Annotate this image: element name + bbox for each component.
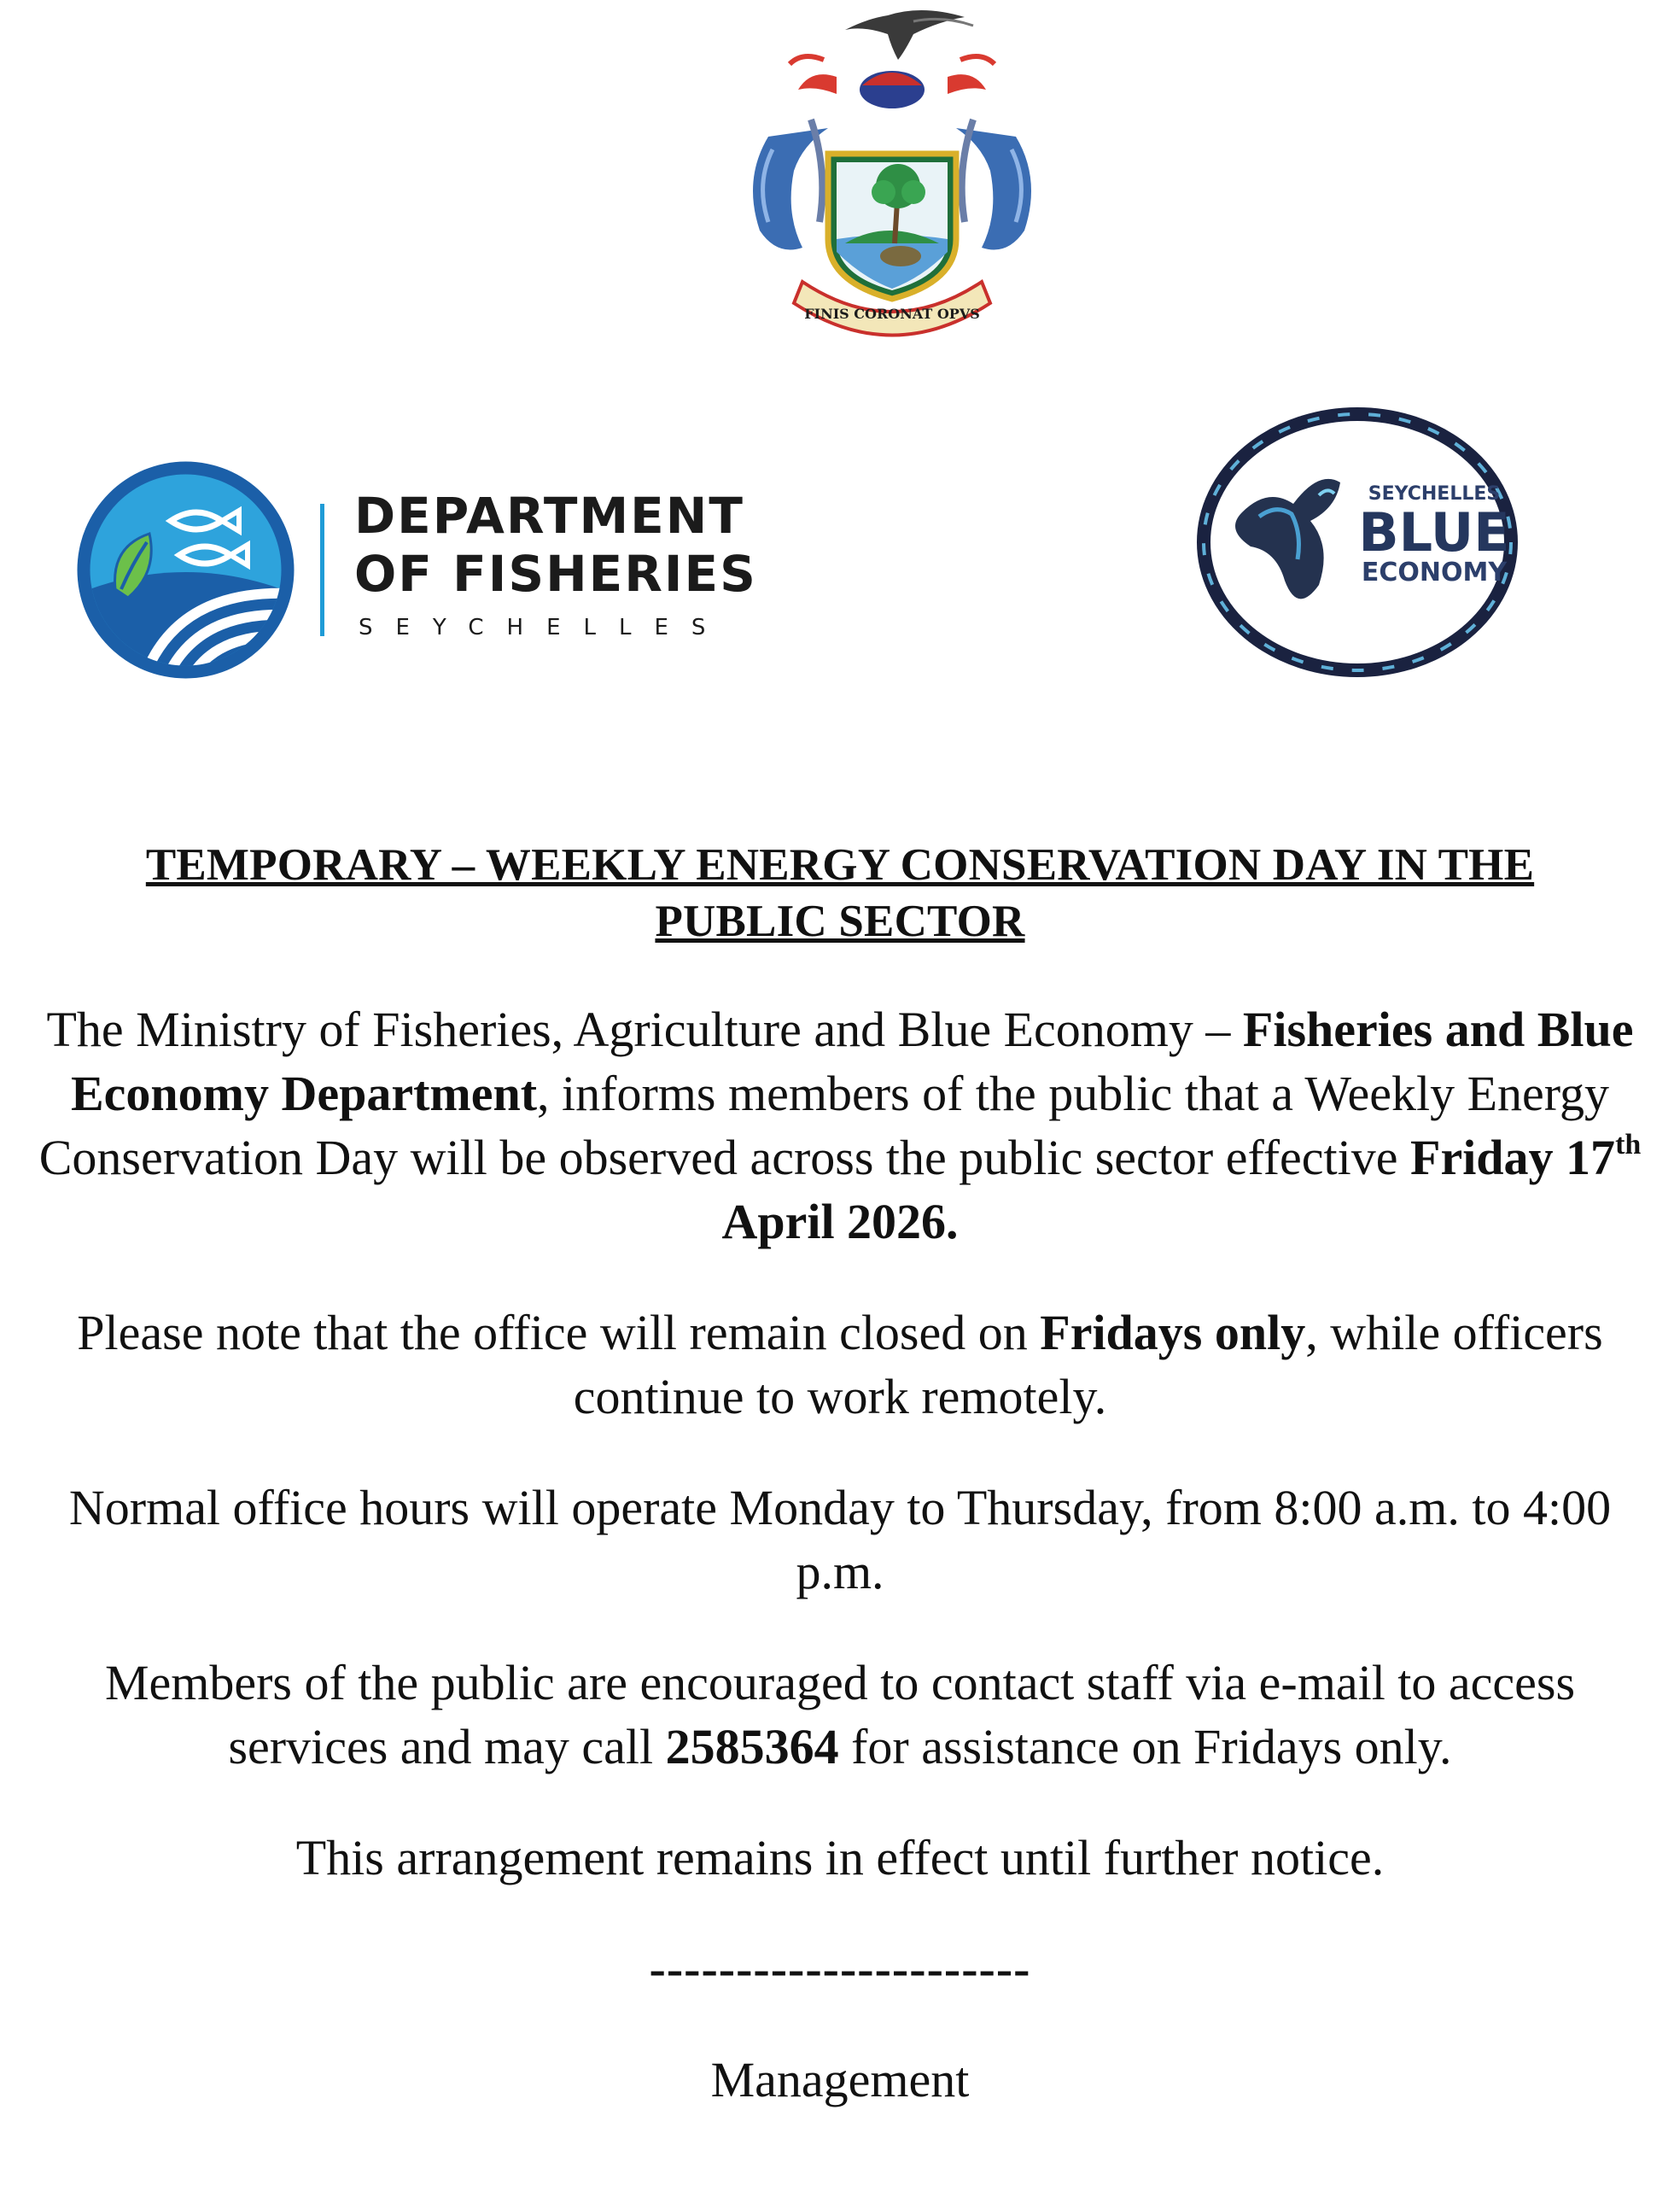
seychelles-blue-economy-logo <box>1191 401 1524 683</box>
department-name: Fisheries and Blue Economy Department <box>70 1002 1634 1121</box>
blue-economy-logo-text-blue: BLUE <box>1358 501 1510 564</box>
paragraph-text: Please note that the office will remain closed on <box>77 1305 1041 1360</box>
logo-text-of-fisheries: OF FISHERIES <box>354 545 757 603</box>
fish-wave-emblem-icon <box>77 461 295 679</box>
notice-paragraph-duration <box>34 1826 1646 1890</box>
paragraph-text: The Ministry of Fisheries, Agriculture and Blue Economy – <box>46 1002 1243 1057</box>
effective-date: Friday 17th April 2026. <box>721 1128 1642 1249</box>
contact-phone-number: 2585364 <box>665 1719 839 1774</box>
notice-signoff: Management <box>710 2052 970 2107</box>
blue-economy-logo-text-economy: ECONOMY <box>1361 558 1508 587</box>
public-notice <box>34 837 1646 2112</box>
paragraph-text: Normal office hours will operate Monday to Thursday, from 8:00 a.m. to 4:00 p.m. <box>68 1480 1612 1599</box>
paragraph-text: Members of the public are encouraged to contact staff via e-mail to access services and may call <box>104 1655 1576 1774</box>
logo-text-department: DEPARTMENT <box>354 487 744 545</box>
paragraph-text: , while officers continue to work remotely. <box>573 1305 1603 1424</box>
logo-text-seychelles: SEYCHELLES <box>359 615 729 640</box>
notice-paragraph-contact <box>34 1651 1646 1779</box>
paragraph-text: This arrangement remains in effect until further notice. <box>295 1830 1385 1885</box>
notice-title-line-2: PUBLIC SECTOR <box>655 897 1025 946</box>
closed-days: Fridays only <box>1040 1305 1306 1360</box>
paragraph-text: , informs members of the public that a Weekly Energy Conservation Day will be observed across the public sector effective <box>38 1066 1610 1185</box>
logo-divider <box>320 504 324 636</box>
separator-line: ---------------------- <box>649 1941 1031 1996</box>
blue-economy-logo-text-seychelles: SEYCHELLES <box>1368 483 1501 505</box>
seychelles-coat-of-arms <box>709 0 1076 359</box>
notice-paragraph-office-hours <box>34 1476 1646 1604</box>
crest-motto: FINIS CORONAT OPVS <box>804 306 980 322</box>
notice-title <box>34 837 1646 950</box>
department-of-fisheries-logo <box>77 453 757 683</box>
paragraph-text: for assistance on Fridays only. <box>838 1719 1452 1774</box>
notice-paragraph-closure <box>34 1300 1646 1429</box>
notice-paragraph-announcement <box>34 997 1646 1254</box>
notice-title-line-1: TEMPORARY – WEEKLY ENERGY CONSERVATION DAY IN THE <box>145 840 1535 890</box>
